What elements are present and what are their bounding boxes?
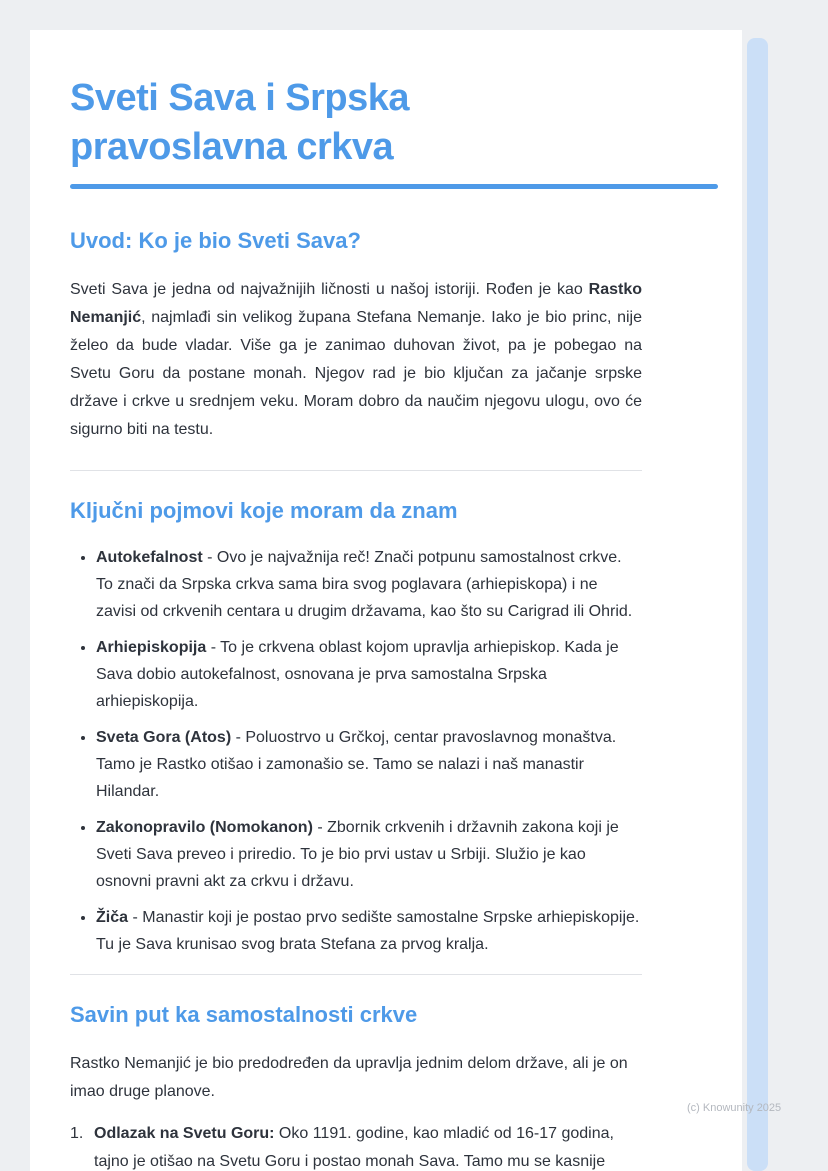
term-definition: - Manastir koji je postao prvo sedište samostalne Srpske arhiepiskopije. Tu je Sava krunisao svog brata Stefana za prvog kralja. [96, 909, 640, 953]
steps-list [70, 1120, 642, 1171]
key-terms-list [70, 544, 642, 958]
section-divider-2 [70, 974, 642, 975]
document-page [30, 30, 742, 1171]
title-underline-rule [70, 184, 718, 189]
page-title-line-1: Sveti Sava i Srpska [70, 77, 410, 119]
list-item [96, 634, 642, 715]
term-definition: - Zbornik crkvenih i državnih zakona koji je Sveti Sava preveo i priredio. To je bio prvi ustav u Srbiji. Služio je kao osnovni pravni akt za crkvu i državu. [96, 819, 619, 890]
section-heading-savin-put: Savin put ka samostalnosti crkve [70, 1002, 418, 1027]
step-number: 1. [70, 1125, 84, 1142]
document-content [30, 30, 718, 1171]
path-intro-paragraph: Rastko Nemanjić je bio predodređen da upravlja jednim delom države, ali je on imao druge planove. [70, 1055, 628, 1100]
watermark-text: (c) Knowunity 2025 [687, 1102, 782, 1114]
section-heading-uvod: Uvod: Ko je bio Sveti Sava? [70, 228, 361, 253]
intro-text-segment-1: Sveti Sava je jedna od najvažnijih ličnosti u našoj istoriji. Rođen je kao [70, 281, 589, 298]
page-title [70, 74, 718, 172]
page-title-line-2: pravoslavna crkva [70, 126, 394, 168]
term-definition: - To je crkvena oblast kojom upravlja arhiepiskop. Kada je Sava dobio autokefalnost, osnovana je prva samostalna Srpska arhiepiskopija. [96, 639, 619, 710]
list-item [96, 544, 642, 625]
term-label: Arhiepiskopija [96, 639, 207, 656]
bold-term-rastko: Rastko Nemanjić [70, 281, 642, 326]
list-item [96, 724, 642, 805]
section-divider-1 [70, 470, 642, 471]
term-label: Žiča [96, 909, 129, 926]
term-definition: - Ovo je najvažnija reč! Znači potpunu samostalnost crkve. To znači da Srpska crkva sama bira svog poglavara (arhiepiskopa) i ne zavisi od crkvenih centara u drugim državama, kao što su Carigrad ili Ohrid. [96, 549, 633, 620]
step-term: Odlazak na Svetu Goru: [94, 1125, 275, 1142]
term-definition: - Poluostrvo u Grčkoj, centar pravoslavnog monaštva. Tamo je Rastko otišao i zamonašio se. Tamo se nalazi i naš manastir Hilandar. [96, 729, 617, 800]
term-label: Zakonopravilo (Nomokanon) [96, 819, 313, 836]
list-item [96, 814, 642, 895]
term-label: Autokefalnost [96, 549, 203, 566]
term-label: Sveta Gora (Atos) [96, 729, 232, 746]
intro-paragraph [70, 276, 642, 444]
section-heading-kljucni-pojmovi: Ključni pojmovi koje moram da znam [70, 498, 458, 523]
list-item [96, 904, 642, 958]
list-item [70, 1120, 642, 1171]
intro-text-segment-2: , najmlađi sin velikog župana Stefana Nemanje. Iako je bio princ, nije želeo da bude vladar. Više ga je zanimao duhovan život, pa je pobegao na Svetu Goru da postane monah. Njegov rad je bio ključan za jačanje srpske države i crkve u srednjem veku. Moram dobro da naučim njegovu ulogu, ovo će sigurno biti na testu. [70, 309, 642, 438]
scrollbar-thumb[interactable] [747, 38, 768, 1171]
step-text: Oko 1191. godine, kao mladić od 16-17 godina, tajno je otišao na Svetu Goru i postao monah Sava. Tamo mu se kasnije [94, 1125, 614, 1170]
